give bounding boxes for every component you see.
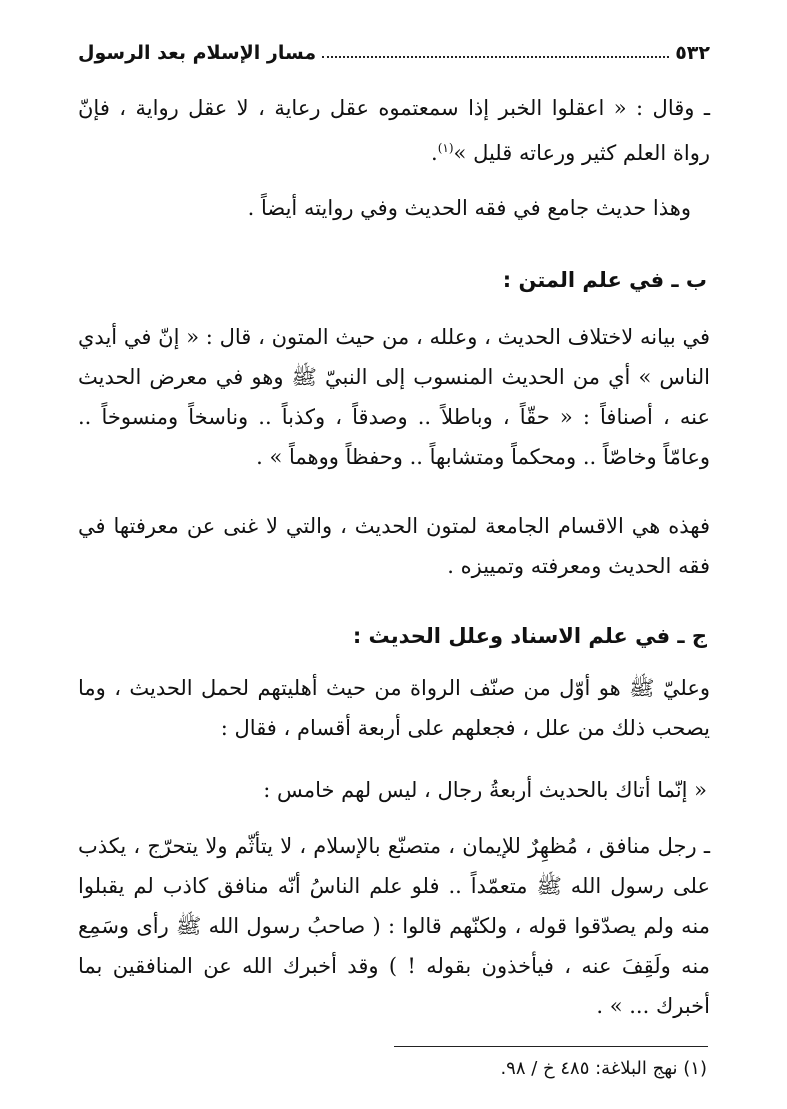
page-number: ٥٣٢: [675, 42, 710, 64]
paragraph-7: ـ رجل منافق ، مُظهِرٌ للإيمان ، متصنّع بالإسلام ، لا يتأثّم ولا يتحرّج ، يكذب على رسول الله ﷺ متعمّداً .. فلو علم الناسُ أنّه منافق كاذب لم يقبلوا منه ولم يصدّقوا قوله ، ولكنّهم قالوا : ( صاحبُ رسول الله ﷺ رأى وسَمِع منه ولَقِفَ عنه ، فيأخذون بقوله ! ) وقد أخبرك الله عن المنافقين بما أخبرك ... » .: [78, 834, 710, 1018]
paragraph-3: في بيانه لاختلاف الحديث ، وعلله ، من حيث المتون ، قال : « إنّ في أيدي الناس » أي من الحديث المنسوب إلى النبيّ ﷺ وهو في معرض الحديث عنه ، أصنافاً : « حقّاً ، وباطلاً .. وصدقاً ، وكذباً .. وناسخاً ومنسوخاً .. وعامّاً وخاصّاً .. ومحكماً ومتشابهاً .. وحفظاً ووهماً » .: [78, 325, 710, 469]
page-header: [78, 30, 710, 64]
paragraph-1-text: ـ وقال : « اعقلوا الخبر إذا سمعتموه عقل رعاية ، لا عقل رواية ، فإنّ رواة العلم كثير ورعاته قليل »: [78, 96, 710, 165]
header-leader-dots: [322, 56, 669, 58]
running-title: مسار الإسلام بعد الرسول: [78, 42, 317, 64]
paragraph-2: وهذا حديث جامع في فقه الحديث وفي روايته أيضاً .: [247, 196, 691, 220]
paragraph-5: وعليّ ﷺ هو أوّل من صنّف الرواة من حيث أهليتهم لحمل الحديث ، وما يصحب ذلك من علل ، فجعلهم على أربعة أقسام ، فقال :: [78, 676, 710, 740]
heading-matn: ب ـ في علم المتن :: [502, 268, 707, 292]
heading-isnad: ج ـ في علم الاسناد وعلل الحديث :: [352, 624, 707, 648]
paragraph-1-end: .: [431, 141, 438, 165]
footnote: (١) نهج البلاغة: ٤٨٥ خ / ٩٨.: [500, 1058, 707, 1079]
paragraph-6: « إنّما أتاك بالحديث أربعةُ رجال ، ليس لهم خامس :: [263, 778, 707, 802]
paragraph-4: فهذه هي الاقسام الجامعة لمتون الحديث ، والتي لا غنى عن معرفتها في فقه الحديث ومعرفته وتمييزه .: [78, 514, 710, 578]
footnote-separator: [394, 1046, 708, 1047]
paragraph-1: [78, 88, 710, 173]
footnote-ref: (١): [437, 141, 454, 155]
